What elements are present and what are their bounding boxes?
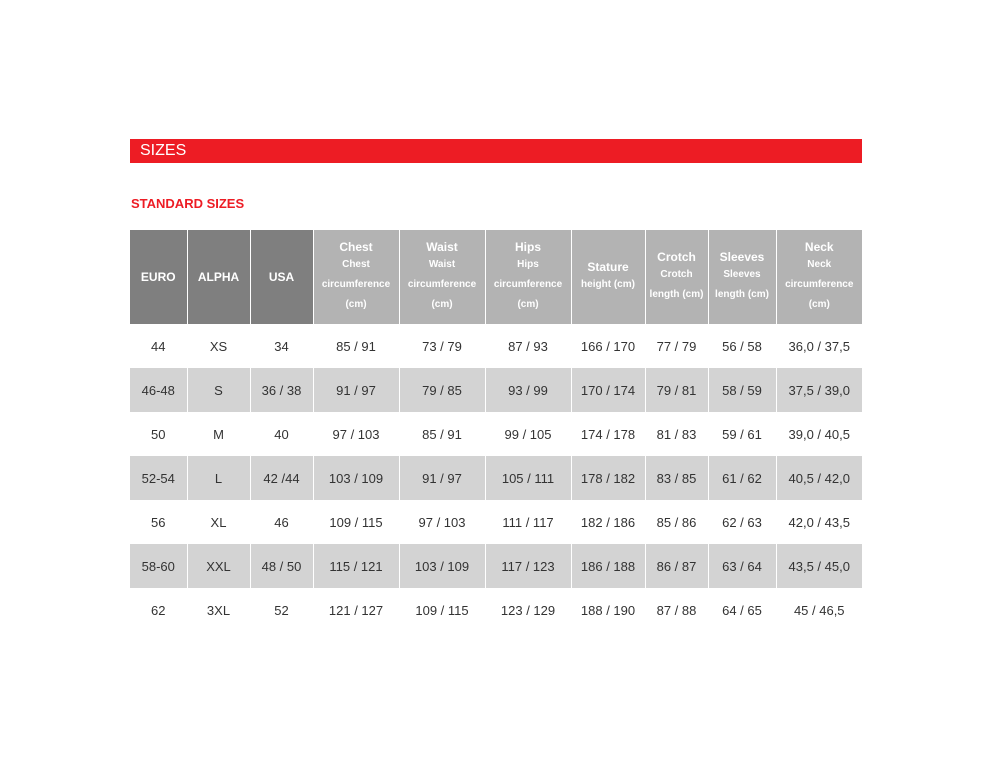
cell-neck: 37,5 / 39,0 [776,368,862,412]
cell-usa: 42 /44 [250,456,313,500]
cell-chest: 103 / 109 [313,456,399,500]
cell-neck: 42,0 / 43,5 [776,500,862,544]
cell-crotch: 83 / 85 [645,456,708,500]
cell-sleeves: 59 / 61 [708,412,776,456]
cell-neck: 39,0 / 40,5 [776,412,862,456]
header-chest [313,230,399,324]
cell-waist: 79 / 85 [399,368,485,412]
header-crotch-title: Crotch [657,249,696,264]
header-chest-sub3: (cm) [345,298,367,310]
cell-hips: 117 / 123 [485,544,571,588]
cell-chest: 109 / 115 [313,500,399,544]
header-crotch-sub1: Crotch [660,268,693,280]
cell-euro: 58-60 [130,544,187,588]
banner-title: SIZES [140,142,187,159]
cell-stature: 174 / 178 [571,412,645,456]
table-row [130,368,862,412]
header-neck [776,230,862,324]
table-row [130,456,862,500]
cell-waist: 109 / 115 [399,588,485,632]
cell-alpha: XL [187,500,250,544]
cell-sleeves: 63 / 64 [708,544,776,588]
header-sleeves-sub1: Sleeves [723,268,761,280]
cell-crotch: 81 / 83 [645,412,708,456]
cell-chest: 121 / 127 [313,588,399,632]
cell-sleeves: 62 / 63 [708,500,776,544]
cell-alpha: M [187,412,250,456]
cell-crotch: 79 / 81 [645,368,708,412]
cell-neck: 45 / 46,5 [776,588,862,632]
header-hips-sub2: circumference [493,278,563,290]
header-stature [571,230,645,324]
cell-usa: 52 [250,588,313,632]
cell-waist: 85 / 91 [399,412,485,456]
cell-waist: 97 / 103 [399,500,485,544]
cell-usa: 48 / 50 [250,544,313,588]
cell-hips: 105 / 111 [485,456,571,500]
cell-stature: 188 / 190 [571,588,645,632]
cell-usa: 40 [250,412,313,456]
header-waist-sub1: Waist [428,258,456,270]
cell-usa: 46 [250,500,313,544]
cell-usa: 34 [250,324,313,368]
size-chart-table [130,230,862,632]
header-hips-title: Hips [514,239,541,254]
sizes-banner [130,139,862,163]
cell-sleeves: 58 / 59 [708,368,776,412]
header-hips-sub1: Hips [517,258,539,270]
cell-neck: 43,5 / 45,0 [776,544,862,588]
cell-crotch: 87 / 88 [645,588,708,632]
cell-waist: 73 / 79 [399,324,485,368]
cell-alpha: L [187,456,250,500]
cell-stature: 186 / 188 [571,544,645,588]
cell-euro: 44 [130,324,187,368]
cell-sleeves: 61 / 62 [708,456,776,500]
header-hips [485,230,571,324]
cell-usa: 36 / 38 [250,368,313,412]
header-chest-sub2: circumference [321,278,391,290]
header-waist-title: Waist [426,239,458,254]
cell-alpha: S [187,368,250,412]
cell-hips: 123 / 129 [485,588,571,632]
header-sleeves-title: Sleeves [719,249,765,264]
cell-hips: 87 / 93 [485,324,571,368]
table-row [130,500,862,544]
header-crotch-sub2: length (cm) [649,288,704,300]
cell-chest: 115 / 121 [313,544,399,588]
cell-euro: 52-54 [130,456,187,500]
section-title: STANDARD SIZES [131,196,245,211]
table-header-row [130,230,862,324]
header-sleeves [708,230,776,324]
header-neck-sub1: Neck [807,258,832,270]
header-sleeves-sub2: length (cm) [715,288,769,300]
cell-alpha: XS [187,324,250,368]
cell-euro: 62 [130,588,187,632]
header-stature-sub1: height (cm) [581,278,635,290]
cell-stature: 166 / 170 [571,324,645,368]
header-chest-sub1: Chest [342,258,370,270]
header-neck-title: Neck [804,239,834,254]
header-stature-title: Stature [587,259,629,274]
table-row [130,544,862,588]
cell-stature: 170 / 174 [571,368,645,412]
cell-neck: 36,0 / 37,5 [776,324,862,368]
cell-stature: 182 / 186 [571,500,645,544]
header-usa: USA [250,230,313,324]
cell-waist: 103 / 109 [399,544,485,588]
cell-hips: 99 / 105 [485,412,571,456]
header-alpha: ALPHA [187,230,250,324]
cell-neck: 40,5 / 42,0 [776,456,862,500]
cell-crotch: 85 / 86 [645,500,708,544]
cell-alpha: 3XL [187,588,250,632]
cell-chest: 85 / 91 [313,324,399,368]
header-neck-sub2: circumference [785,278,854,290]
cell-sleeves: 64 / 65 [708,588,776,632]
header-hips-sub3: (cm) [517,298,539,310]
table-row [130,412,862,456]
cell-stature: 178 / 182 [571,456,645,500]
header-chest-title: Chest [339,239,373,254]
cell-crotch: 86 / 87 [645,544,708,588]
cell-hips: 111 / 117 [485,500,571,544]
header-neck-sub3: (cm) [808,298,830,310]
cell-euro: 46-48 [130,368,187,412]
cell-alpha: XXL [187,544,250,588]
cell-euro: 50 [130,412,187,456]
header-waist-sub2: circumference [407,278,477,290]
header-crotch [645,230,708,324]
table-row [130,588,862,632]
table-row [130,324,862,368]
cell-waist: 91 / 97 [399,456,485,500]
cell-euro: 56 [130,500,187,544]
cell-crotch: 77 / 79 [645,324,708,368]
header-waist [399,230,485,324]
header-euro: EURO [130,230,187,324]
cell-hips: 93 / 99 [485,368,571,412]
cell-chest: 97 / 103 [313,412,399,456]
header-waist-sub3: (cm) [431,298,453,310]
cell-chest: 91 / 97 [313,368,399,412]
cell-sleeves: 56 / 58 [708,324,776,368]
